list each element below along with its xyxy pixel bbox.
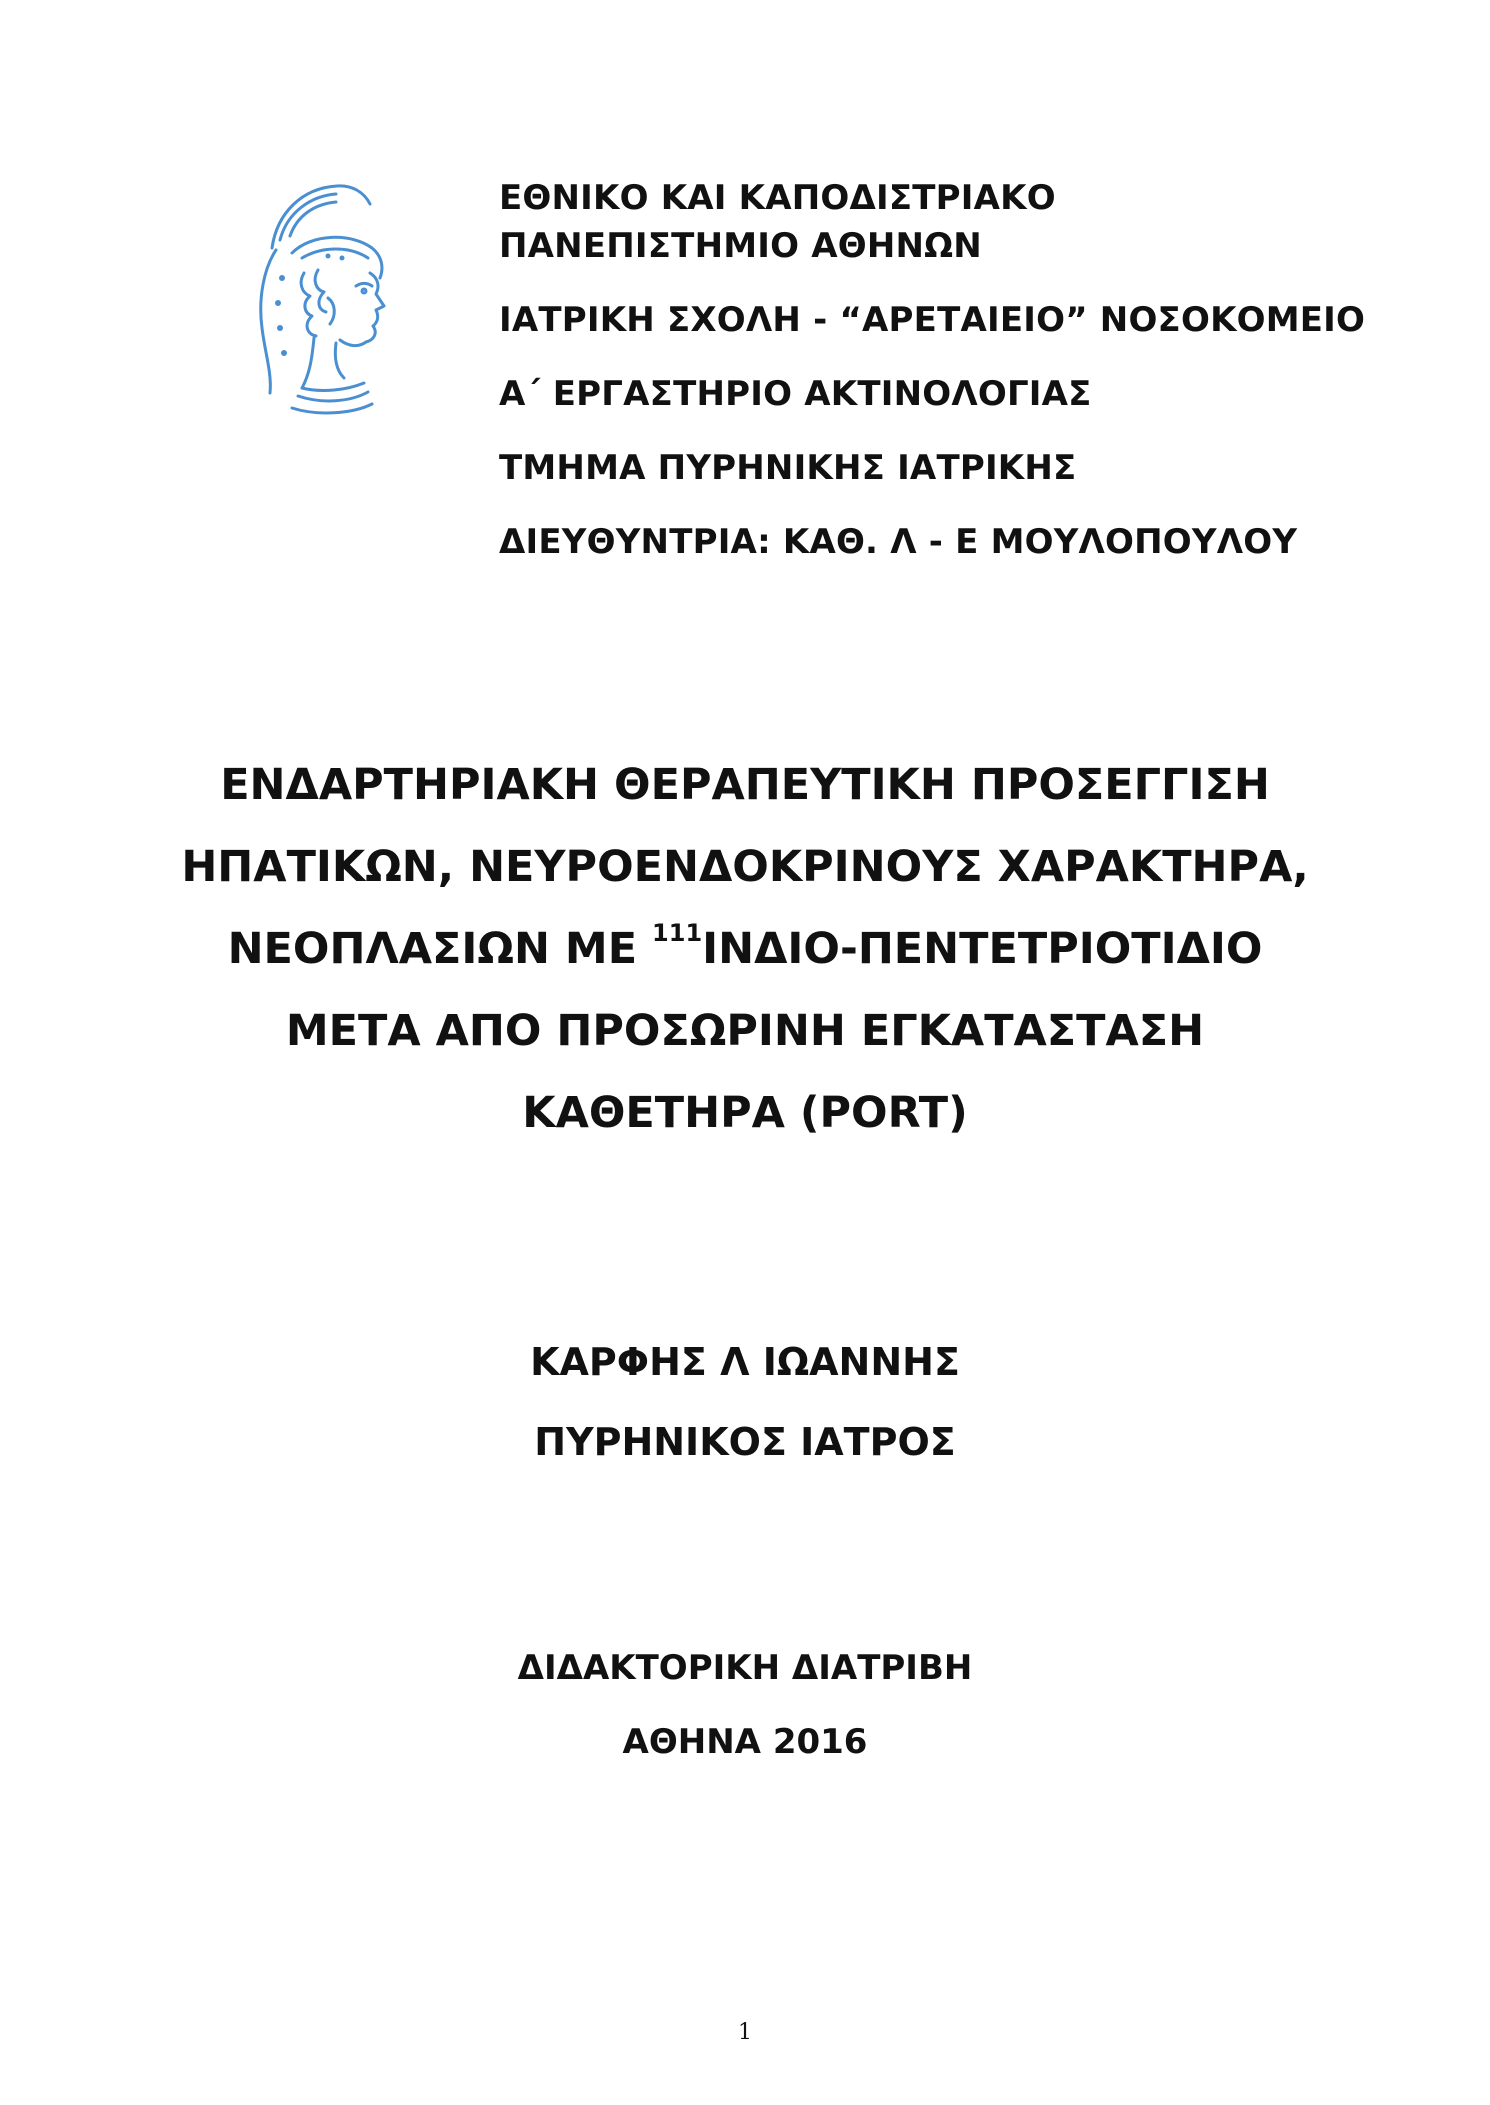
author-name: ΚΑΡΦΗΣ Λ ΙΩΑΝΝΗΣ bbox=[530, 1340, 960, 1384]
author-role: ΠΥΡΗΝΙΚΟΣ ΙΑΤΡΟΣ bbox=[534, 1420, 956, 1464]
title-line-1: ΕΝΔΑΡΤΗΡΙΑΚΗ ΘΕΡΑΠΕΥΤΙΚΗ ΠΡΟΣΕΓΓΙΣΗ bbox=[220, 760, 1270, 810]
page-number: 1 bbox=[738, 2020, 752, 2045]
header-line-director: ΔΙΕΥΘΥΝΤΡΙΑ: ΚΑΘ. Λ - Ε ΜΟΥΛΟΠΟΥΛΟΥ bbox=[499, 522, 1298, 562]
thesis-place-year: ΑΘΗΝΑ 2016 bbox=[622, 1722, 868, 1762]
title-line-5: ΚΑΘΕΤΗΡΑ (PORT) bbox=[522, 1088, 968, 1138]
university-logo bbox=[232, 178, 402, 428]
title-line-4: ΜΕΤΑ ΑΠΟ ΠΡΟΣΩΡΙΝΗ ΕΓΚΑΤΑΣΤΑΣΗ bbox=[285, 1006, 1205, 1056]
title-line-3-suffix: ΙΝΔΙΟ-ΠΕΝΤΕΤΡΙΟΤΙΔΙΟ bbox=[702, 924, 1263, 974]
title-line-2: ΗΠΑΤΙΚΩΝ, ΝΕΥΡΟΕΝΔΟΚΡΙΝΟΥΣ ΧΑΡΑΚΤΗΡΑ, bbox=[181, 842, 1309, 892]
header-line-university-1: ΕΘΝΙΚΟ ΚΑΙ ΚΑΠΟΔΙΣΤΡΙΑΚΟ bbox=[499, 178, 1056, 218]
header-line-school: ΙΑΤΡΙΚΗ ΣΧΟΛΗ - “ΑΡΕΤΑΙΕΙΟ” ΝΟΣΟΚΟΜΕΙΟ bbox=[499, 300, 1366, 340]
header-line-laboratory: Α΄ ΕΡΓΑΣΤΗΡΙΟ ΑΚΤΙΝΟΛΟΓΙΑΣ bbox=[499, 374, 1092, 414]
title-line-3-superscript: 111 bbox=[652, 919, 703, 947]
title-line-3-prefix: ΝΕΟΠΛΑΣΙΩΝ ΜΕ bbox=[227, 924, 653, 974]
thesis-type: ΔΙΔΑΚΤΟΡΙΚΗ ΔΙΑΤΡΙΒΗ bbox=[517, 1648, 973, 1688]
header-line-department: ΤΜΗΜΑ ΠΥΡΗΝΙΚΗΣ ΙΑΤΡΙΚΗΣ bbox=[499, 448, 1077, 488]
athena-helmet-icon bbox=[232, 178, 402, 428]
header-line-university-2: ΠΑΝΕΠΙΣΤΗΜΙΟ ΑΘΗΝΩΝ bbox=[499, 226, 982, 266]
title-line-3 bbox=[0, 919, 1490, 974]
